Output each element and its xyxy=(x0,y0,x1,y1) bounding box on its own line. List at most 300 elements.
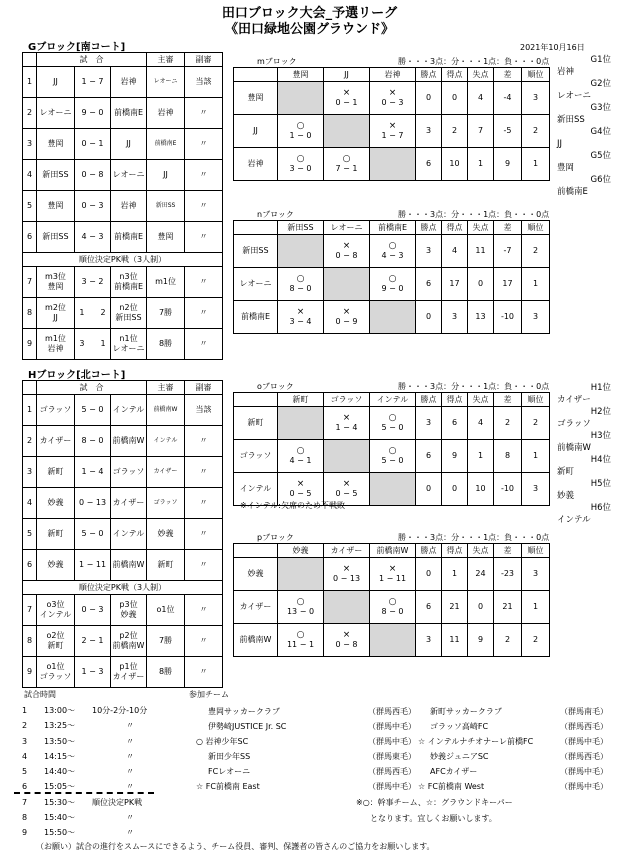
home-team: カイザー xyxy=(37,426,75,457)
result-score: 3 − 0 xyxy=(289,164,312,173)
pk-title: 順位決定PK戦（3人制） xyxy=(23,253,223,267)
stat-value: 9 xyxy=(442,440,468,473)
league-row xyxy=(234,591,550,624)
match-no: 8 xyxy=(23,298,37,329)
result-score: 5 − 0 xyxy=(381,423,404,432)
assistant-referee: 当該 xyxy=(185,395,223,426)
schedule-row xyxy=(22,735,147,750)
match-no: 1 xyxy=(23,67,37,98)
referee-header: 主審 xyxy=(147,381,185,395)
home-team: 新田SS xyxy=(37,160,75,191)
team-header: 新町 xyxy=(278,393,324,407)
stat-value: 3 xyxy=(522,558,550,591)
result-mark: ○ xyxy=(388,413,397,423)
self-cell xyxy=(278,558,324,591)
block-title: Hブロック[北コート] xyxy=(28,370,126,381)
pk-away xyxy=(111,298,147,329)
pk-away xyxy=(111,595,147,626)
match-row xyxy=(23,129,223,160)
score: 2 − 1 xyxy=(75,626,111,657)
self-cell xyxy=(370,148,416,181)
schedule-row xyxy=(22,750,147,765)
team-right-pref: （群馬西毛） xyxy=(560,722,608,731)
pk-row xyxy=(23,657,223,688)
result-score: 9 − 0 xyxy=(381,284,404,293)
schedule-note: 10分-2分-10分 xyxy=(92,706,148,715)
stat-header: 失点 xyxy=(468,68,494,82)
score: 4 − 3 xyxy=(75,222,111,253)
team-header: 岩神 xyxy=(370,68,416,82)
assistant-referee: 〃 xyxy=(185,550,223,581)
schedule-note: 〃 xyxy=(126,767,134,777)
team-right-pref: （群馬西毛） xyxy=(560,752,608,761)
schedule-time: 13:50～ xyxy=(44,736,76,746)
rank-team: レオーニ xyxy=(557,91,592,101)
league-row xyxy=(234,115,550,148)
schedule-no: 2 xyxy=(22,721,28,731)
team-left: 新田少年SS xyxy=(208,752,251,761)
team-left-pref: （群馬西毛） xyxy=(368,707,416,716)
result-cell xyxy=(278,301,324,334)
no-header xyxy=(23,53,37,67)
rank-label: G4位 xyxy=(590,127,611,137)
stat-value: 6 xyxy=(416,148,442,181)
pk-home xyxy=(37,595,75,626)
schedule-no: 6 xyxy=(22,782,28,792)
self-cell xyxy=(278,235,324,268)
result-cell xyxy=(370,591,416,624)
team-header: 妙義 xyxy=(278,544,324,558)
assistant-referee: 〃 xyxy=(185,191,223,222)
referee: 前橋南E xyxy=(147,129,185,160)
date: 2021年10月16日 xyxy=(520,43,585,52)
stat-value: 0 xyxy=(468,591,494,624)
rank-team: 豊岡 xyxy=(557,163,575,173)
pk-home xyxy=(37,267,75,298)
rank-team: 新町 xyxy=(557,467,575,477)
assistant-header: 副審 xyxy=(185,53,223,67)
stat-value: 10 xyxy=(442,148,468,181)
match-no: 6 xyxy=(23,222,37,253)
schedule-time: 15:50～ xyxy=(44,828,76,838)
home-team: 妙義 xyxy=(37,550,75,581)
result-cell xyxy=(324,301,370,334)
rank-label: G3位 xyxy=(590,103,611,113)
pk-away-team: レオーニ xyxy=(112,344,145,353)
assistant-referee: 〃 xyxy=(185,267,223,298)
stat-value: 4 xyxy=(442,235,468,268)
team-left-pref: （群馬中毛） xyxy=(368,737,416,746)
result-cell xyxy=(370,235,416,268)
referee: 前橋南W xyxy=(147,395,185,426)
home-team: 豊岡 xyxy=(37,129,75,160)
home-team: 新田SS xyxy=(37,222,75,253)
team-right: ☆ インテルナチオナーレ前橋FC xyxy=(418,737,534,746)
stat-header: 得点 xyxy=(442,221,468,235)
result-score: 7 − 1 xyxy=(335,164,358,173)
stat-header: 勝点 xyxy=(416,221,442,235)
result-cell xyxy=(370,82,416,115)
result-cell xyxy=(324,235,370,268)
pk-home-slot: o3位 xyxy=(46,600,65,609)
title-line2: 《田口緑地公園グラウンド》 xyxy=(224,22,394,37)
result-mark: ○ xyxy=(296,630,305,640)
schedule-time: 15:30～ xyxy=(44,797,76,807)
result-mark: × xyxy=(296,479,305,489)
participants-list xyxy=(196,704,610,794)
stat-value: 3 xyxy=(416,624,442,657)
stat-header: 差 xyxy=(494,221,522,235)
stat-header: 勝点 xyxy=(416,544,442,558)
match-no: 4 xyxy=(23,160,37,191)
result-cell xyxy=(278,148,324,181)
referee: JJ xyxy=(147,160,185,191)
stat-value: 6 xyxy=(442,407,468,440)
self-cell xyxy=(324,440,370,473)
assistant-referee: 〃 xyxy=(185,519,223,550)
pk-away-team: カイザー xyxy=(112,672,145,681)
referee: ゴラッソ xyxy=(147,488,185,519)
score: 0 − 1 xyxy=(75,129,111,160)
rank-label: G1位 xyxy=(590,55,611,65)
team-name: カイザー xyxy=(234,591,278,624)
rank-team: 新田SS xyxy=(557,115,585,125)
stat-value: 17 xyxy=(494,268,522,301)
assistant-referee: 〃 xyxy=(185,98,223,129)
result-score: 0 − 8 xyxy=(335,640,358,649)
team-header: ゴラッソ xyxy=(324,393,370,407)
stat-value: 2 xyxy=(522,115,550,148)
match-row xyxy=(23,426,223,457)
result-mark: × xyxy=(342,413,351,423)
pk-away-slot: p2位 xyxy=(119,631,138,640)
rank-team: JJ xyxy=(557,139,563,149)
result-score: 0 − 9 xyxy=(335,317,358,326)
match-table xyxy=(22,380,223,688)
result-cell xyxy=(324,82,370,115)
pk-home-team: JJ xyxy=(53,313,58,322)
result-mark: ○ xyxy=(388,446,397,456)
result-mark: × xyxy=(342,88,351,98)
referee: 新町 xyxy=(147,550,185,581)
result-mark: × xyxy=(342,479,351,489)
assistant-referee: 〃 xyxy=(185,329,223,360)
schedule-title: 試合時間 xyxy=(24,690,56,699)
schedule-note: 〃 xyxy=(126,782,134,792)
match-no: 3 xyxy=(23,457,37,488)
rank-team: 岩神 xyxy=(557,67,575,77)
match-no: 4 xyxy=(23,488,37,519)
team-header: 前橋南W xyxy=(370,544,416,558)
match-no: 1 xyxy=(23,395,37,426)
home-team: レオーニ xyxy=(37,98,75,129)
match-no: 5 xyxy=(23,191,37,222)
result-score: 0 − 5 xyxy=(335,489,358,498)
score: 0 − 3 xyxy=(75,595,111,626)
team-right: AFCカイザー xyxy=(430,767,478,776)
pk-home-slot: m3位 xyxy=(45,272,66,281)
title-line1: 田口ブロック大会_予選リーグ xyxy=(221,6,398,21)
result-score: 0 − 13 xyxy=(332,574,361,583)
result-cell xyxy=(278,268,324,301)
league-row xyxy=(234,82,550,115)
pk-home-team: 豊岡 xyxy=(47,282,64,291)
participants-title: 参加チーム xyxy=(189,690,229,699)
league-row xyxy=(234,558,550,591)
stat-value: 1 xyxy=(522,148,550,181)
points-rule: 勝・・・3点：分・・・1点：負・・・0点 xyxy=(398,382,550,391)
schedule-note: 〃 xyxy=(126,813,134,823)
team-left-pref: （群馬東毛） xyxy=(368,752,416,761)
schedule-row xyxy=(22,704,147,719)
stat-value: 3 xyxy=(416,115,442,148)
team-name: 妙義 xyxy=(234,558,278,591)
schedule-no: 5 xyxy=(22,767,28,777)
match-row xyxy=(23,98,223,129)
away-team: 前橋南W xyxy=(111,550,147,581)
schedule-row xyxy=(22,796,147,811)
stat-value: 0 xyxy=(442,82,468,115)
away-team: 岩神 xyxy=(111,191,147,222)
away-team: カイザー xyxy=(111,488,147,519)
stat-header: 勝点 xyxy=(416,68,442,82)
match-no: 6 xyxy=(23,550,37,581)
corner-cell xyxy=(234,544,278,558)
result-mark: × xyxy=(296,307,305,317)
home-team: JJ xyxy=(37,67,75,98)
pk-away xyxy=(111,657,147,688)
pk-home-slot: o2位 xyxy=(46,631,65,640)
corner-cell xyxy=(234,68,278,82)
pk-home xyxy=(37,329,75,360)
schedule-divider xyxy=(14,792,154,794)
score: 1 2 xyxy=(75,298,111,329)
match-row xyxy=(23,160,223,191)
team-name: インテル xyxy=(234,473,278,506)
rank-label: H1位 xyxy=(590,383,611,393)
pk-home-team: ゴラッソ xyxy=(39,672,72,681)
stat-value: 24 xyxy=(468,558,494,591)
team-left-pref: （群馬中毛） xyxy=(368,722,416,731)
result-mark: ○ xyxy=(296,154,305,164)
schedule-time: 15:40～ xyxy=(44,813,76,823)
result-score: 4 − 1 xyxy=(289,456,312,465)
match-no: 7 xyxy=(23,267,37,298)
team-name: 新田SS xyxy=(234,235,278,268)
pk-home xyxy=(37,657,75,688)
result-cell xyxy=(370,407,416,440)
stat-header: 順位 xyxy=(522,221,550,235)
result-score: 3 − 4 xyxy=(289,317,312,326)
assistant-referee: 〃 xyxy=(185,426,223,457)
result-cell xyxy=(324,558,370,591)
result-cell xyxy=(278,591,324,624)
away-team: インテル xyxy=(111,395,147,426)
result-score: 1 − 0 xyxy=(289,131,312,140)
league-table xyxy=(233,392,550,506)
rank-team: 前橋南E xyxy=(557,187,588,197)
pk-away-team: 妙義 xyxy=(120,610,137,619)
assistant-referee: 〃 xyxy=(185,222,223,253)
team-header: インテル xyxy=(370,393,416,407)
away-team: JJ xyxy=(111,129,147,160)
result-score: 1 − 11 xyxy=(378,574,407,583)
league-row xyxy=(234,407,550,440)
stat-value: 0 xyxy=(416,301,442,334)
stat-value: -23 xyxy=(494,558,522,591)
schedule-time: 13:00～ xyxy=(44,706,76,715)
stat-value: 21 xyxy=(494,591,522,624)
score: 1 − 4 xyxy=(75,457,111,488)
stat-value: 3 xyxy=(416,235,442,268)
corner-cell xyxy=(234,393,278,407)
pk-away-slot: n3位 xyxy=(119,272,138,281)
stat-value: 21 xyxy=(442,591,468,624)
assistant-referee: 〃 xyxy=(185,129,223,160)
team-header: JJ xyxy=(324,68,370,82)
pk-away-team: 前橋南W xyxy=(112,641,145,650)
rank-label: H5位 xyxy=(590,479,611,489)
referee: 妙義 xyxy=(147,519,185,550)
schedule-note: 順位決定PK戦 xyxy=(92,797,143,807)
self-cell xyxy=(278,82,324,115)
schedule-list xyxy=(22,704,147,842)
pk-row xyxy=(23,298,223,329)
match-header: 試 合 xyxy=(37,381,147,395)
h-ranking-list xyxy=(557,382,619,526)
schedule-note: 〃 xyxy=(126,751,134,761)
match-row xyxy=(23,550,223,581)
referee-header: 主審 xyxy=(147,53,185,67)
result-mark: ○ xyxy=(388,274,397,284)
schedule-no: 4 xyxy=(22,751,28,761)
result-cell xyxy=(324,148,370,181)
schedule-no: 9 xyxy=(22,828,28,838)
stat-header: 失点 xyxy=(468,221,494,235)
match-row xyxy=(23,191,223,222)
forfeit-note: ※インテル:欠席のため不戦敗 xyxy=(240,501,345,510)
away-team: 前橋南W xyxy=(111,426,147,457)
match-no: 3 xyxy=(23,129,37,160)
pk-home-slot: o1位 xyxy=(46,662,65,671)
result-score: 8 − 0 xyxy=(381,607,404,616)
assistant-referee: 〃 xyxy=(185,160,223,191)
schedule-row xyxy=(22,719,147,734)
schedule-note: 〃 xyxy=(126,736,134,746)
pk-home-slot: m2位 xyxy=(45,303,66,312)
stat-value: -7 xyxy=(494,235,522,268)
pk-title: 順位決定PK戦（3人制） xyxy=(23,581,223,595)
stat-value: 11 xyxy=(442,624,468,657)
result-score: 8 − 0 xyxy=(289,284,312,293)
stat-value: 1 xyxy=(468,148,494,181)
score: 5 − 0 xyxy=(75,519,111,550)
pk-home xyxy=(37,626,75,657)
pk-home-team: 岩神 xyxy=(47,344,64,353)
assistant-referee: 〃 xyxy=(185,488,223,519)
home-team: 豊岡 xyxy=(37,191,75,222)
referee: 8勝 xyxy=(147,657,185,688)
result-mark: × xyxy=(388,564,397,574)
result-cell xyxy=(370,558,416,591)
rank-label: H3位 xyxy=(590,431,611,441)
stat-value: 3 xyxy=(522,301,550,334)
schedule-row xyxy=(22,811,147,826)
stat-value: 2 xyxy=(522,407,550,440)
corner-cell xyxy=(234,221,278,235)
away-team: 前橋南E xyxy=(111,222,147,253)
stat-value: 7 xyxy=(468,115,494,148)
stat-value: 1 xyxy=(442,558,468,591)
away-team: ゴラッソ xyxy=(111,457,147,488)
score: 3 1 xyxy=(75,329,111,360)
schedule-no: 8 xyxy=(22,813,28,823)
team-name: レオーニ xyxy=(234,268,278,301)
stat-value: 2 xyxy=(522,624,550,657)
referee: 7勝 xyxy=(147,298,185,329)
stat-header: 順位 xyxy=(522,68,550,82)
team-header: 豊岡 xyxy=(278,68,324,82)
schedule-note: 〃 xyxy=(126,828,134,838)
footer-request: （お願い）試合の進行をスムースにできるよう、チーム役員、審判、保護者の皆さんのご協力をお願いします。 xyxy=(36,842,435,851)
stat-header: 順位 xyxy=(522,544,550,558)
match-row xyxy=(23,519,223,550)
result-mark: ○ xyxy=(342,154,351,164)
assistant-referee: 〃 xyxy=(185,298,223,329)
schedule-no: 7 xyxy=(22,797,28,807)
team-name: 新町 xyxy=(234,407,278,440)
stat-value: 0 xyxy=(416,473,442,506)
away-team: インテル xyxy=(111,519,147,550)
rank-team: カイザー xyxy=(557,395,591,405)
team-right-pref: （群馬中毛） xyxy=(560,737,608,746)
pk-away-team: 前橋南E xyxy=(113,282,144,291)
league-row xyxy=(234,624,550,657)
pk-away xyxy=(111,329,147,360)
score: 8 − 0 xyxy=(75,426,111,457)
league-row xyxy=(234,235,550,268)
stat-header: 失点 xyxy=(468,393,494,407)
match-row xyxy=(23,395,223,426)
schedule-no: 3 xyxy=(22,736,28,746)
team-right: 新町サッカークラブ xyxy=(430,707,502,716)
pk-away-team: 新田SS xyxy=(115,313,142,322)
pk-away-slot: n2位 xyxy=(119,303,138,312)
result-cell xyxy=(370,115,416,148)
stat-value: 3 xyxy=(442,301,468,334)
rank-team: 妙義 xyxy=(557,491,575,501)
result-mark: ○ xyxy=(388,597,397,607)
match-no: 2 xyxy=(23,98,37,129)
result-cell xyxy=(370,268,416,301)
stat-value: -4 xyxy=(494,82,522,115)
points-rule: 勝・・・3点：分・・・1点：負・・・0点 xyxy=(398,533,550,542)
team-header: カイザー xyxy=(324,544,370,558)
league-name: pブロック xyxy=(257,533,294,542)
match-table xyxy=(22,52,223,360)
referee: 新田SS xyxy=(147,191,185,222)
stat-value: 4 xyxy=(468,82,494,115)
match-row xyxy=(23,67,223,98)
rank-team: ゴラッソ xyxy=(557,419,591,429)
stat-header: 差 xyxy=(494,544,522,558)
home-team: 新町 xyxy=(37,519,75,550)
result-score: 0 − 1 xyxy=(335,98,358,107)
rank-label: G6位 xyxy=(590,175,611,185)
assistant-referee: 〃 xyxy=(185,595,223,626)
result-cell xyxy=(278,624,324,657)
result-score: 1 − 7 xyxy=(381,131,404,140)
